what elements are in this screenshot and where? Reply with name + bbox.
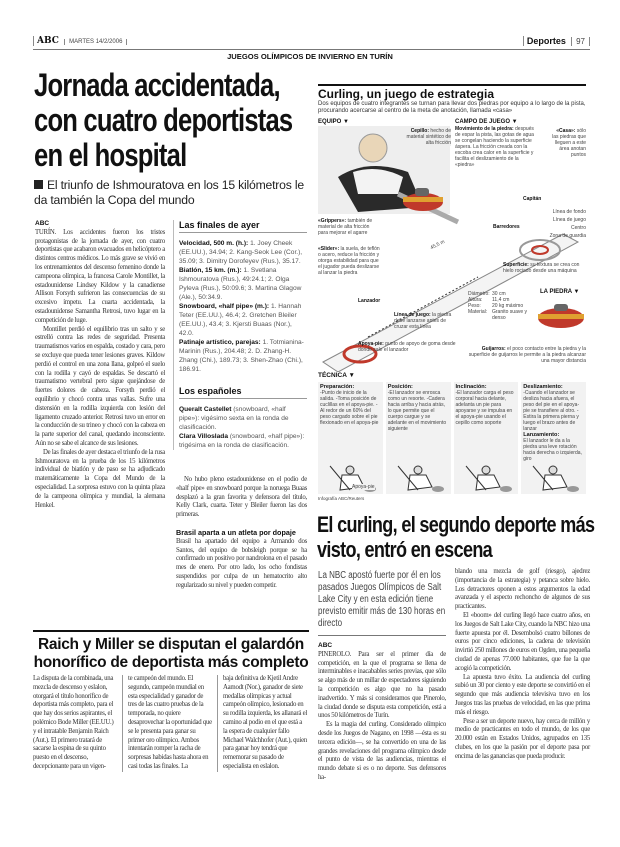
step-title: Posición: <box>387 384 413 390</box>
event-name: Biatlón, 15 km. (m.): <box>179 267 242 274</box>
athlete-result: (snowboard, «half pipe»): vigésimo sexta en la ronda de clasificación. <box>179 406 289 431</box>
step-title: Inclinación: <box>455 384 487 390</box>
curling-infographic <box>318 84 586 504</box>
spec-key: Diámetro: <box>468 291 490 297</box>
spec-key: Altura: <box>468 297 483 303</box>
paragraph: Brasil ha apartado del equipo a Armando dos Santos, del equipo de bobsleigh porque se ha confirmado un positivo por nandrolona en el pasado mes de enero. Por otro lado, los ocho fondistas suspendidos por culpa de un hematocrito alto regularizado su nivel y pueden competir. <box>176 537 307 589</box>
finals-list <box>179 239 307 374</box>
spec-key: Peso: <box>468 303 481 309</box>
slider-note: «Slider»: la suela, de teflón o acero, reduce la fricción y otorga estabilidad para que el jugador pueda deslizarse al lanzar la piedra <box>318 246 380 276</box>
technique-step <box>318 382 383 494</box>
athlete-figure <box>456 464 516 492</box>
spec-value: 11,4 cm <box>492 297 510 303</box>
raich-headline: Raich y Miller se disputan el galardón honorífico de deportista más completo <box>33 636 309 671</box>
raich-col-1 <box>33 675 117 772</box>
linea-note: Línea de juego: la piedra debe lanzarse antes de cruzar esta línea <box>394 312 452 330</box>
technique-step <box>386 382 451 494</box>
paragraph: TURÍN. Los accidentes fueron los tristes protagonistas de la jornada de ayer, con cuatro deportistas que acabaron evacuados en helicóptero a distintos centros médicos. Lo más grave se vivió en los entrenamientos del descenso femenino donde la campeona olímpica, la francesa Carole Montillet, la estadounidense Lindsey Kildow y la canadiense Allison Forsyth sufrieron las consecuencias de su excesivo ímpetu. La cuarta accidentada, la estadounidense Samantha Retrosi, tuvo lugar en la competición de luge. <box>35 228 165 324</box>
subhead <box>34 178 314 208</box>
sheet-lines-labels <box>544 208 586 240</box>
sheet-line-label: Línea de juego <box>552 217 586 223</box>
column-divider <box>217 675 218 772</box>
casa-note: «Casa»: sólo las piedras que lleguen a este área anotan puntos <box>552 128 586 158</box>
event-result: 1. Hannah Teter (EE.UU.), 46.4; 2. Gretchen Bleiler (EE.UU.), 43.4; 3. Kjersti Buaas (Nor.), 42.0. <box>179 303 302 337</box>
paragraph: No hubo pleno estadounidense en el podio de «half pipe» en snowboard porque la noruega Buaas desplazó a la gran favorita y defensora del título, Kelly Clark, cuarta. Teter y Bleiler fueron las dos primeras. <box>176 476 307 519</box>
grippers-note: «Grippers»: también de material de alta fricción para mejorar el agarre <box>318 218 373 236</box>
paragraph: Es la magia del curling. Considerado olímpico desde los Juegos de Nagano, en 1998 —ésta es su tercera edición—, se ha convertido en una de las grandes revelaciones del programa olímpico desde el punto de vista de las audiencias, mientras el mundo debate si es o no deporte. Sus defensores ha- <box>318 721 446 781</box>
step-desc: -El lanzador carga el peso corporal hacia delante, adelanta un pie para apoyarse y se impulsa en el apoya-pie usando el cepillo como soporte <box>455 390 514 426</box>
doping-subtitle: Brasil aparta a un atleta por dopaje <box>176 527 296 537</box>
technique-steps <box>318 382 586 494</box>
infographic-intro: Dos equipos de cuatro integrantes se turnan para llevar dos piedras por equipo a lo largo de la pista, procurando acercarse al centro de la meta de anotación, llamada «casa» <box>318 101 586 114</box>
event-name: Snowboard, «half pipe» (m.): <box>179 303 270 310</box>
issue-date: MARTES 14/2/2006 <box>64 39 127 45</box>
spec-key: Material: <box>468 309 488 315</box>
tecnica-label: TÉCNICA ▼ <box>318 372 355 379</box>
athlete-result: (snowboard, «half pipe»): trigésima en la ronda de clasificación. <box>179 433 305 449</box>
paragraph: La disputa de la combinada, una mezcla de descenso y eslalon, otorgará el título honorífico de deportista más completo, para el que hay dos serios aspirantes, el polémico Bode Miller (EE.UU.) y el intratable Benjamin Raich (Aut.). El primero tratará de sacarse la espina de su quinto puesto en el descenso, decepcionante para un vigen- <box>33 675 114 770</box>
curling-deck: La NBC apostó fuerte por él en los pasados Juegos Olímpicos de Salt Lake City y en esta edición tiene previsto emitir más de 130 horas en directo <box>318 570 446 629</box>
sheet-line-label: Línea de fondo <box>552 209 586 215</box>
superficie-note: Superficie: su textura se crea con hielo rociado desde una máquina <box>503 262 580 274</box>
guijarros-note: Guijarros: el poco contacto entre la piedra y la superficie de guijarros le permite a la piedra alcanzar una mayor distancia <box>468 346 586 364</box>
paragraph: te campeón del mundo. El segundo, campeón mundial en esta especialidad y ganador de tres de las cuatro pruebas de la temporada, no quiere desaprovechar la oportunidad que se le presenta para ganar su primer oro olímpico. Ambos intentarán romper la racha de sorpresas habidas hasta ahora en casi todas las finales. La <box>128 675 212 770</box>
spanish-list <box>179 405 307 450</box>
curling-col-2 <box>455 568 590 762</box>
spanish-title: Los españoles <box>179 386 307 399</box>
spanish-result <box>179 432 307 450</box>
raich-miller-box <box>33 630 309 772</box>
apoya-note: Apoya-pie: punto de apoyo de goma desde donde sale el lanzador <box>358 341 456 353</box>
athlete-name: Clara Villoslada <box>179 433 228 440</box>
main-article-body <box>35 220 165 510</box>
second-column-body <box>176 476 307 591</box>
event-result: 1. Totmianina-Marinin (Rus.), 204.48; 2. D. Zhang-H. Zhang (Chi.), 189.73; 3. Shen-Zhao (Chi.), 186.91. <box>179 339 304 373</box>
brand-logo: ABC <box>33 36 59 46</box>
spec-value: Granito suave y denso <box>492 309 528 321</box>
event-result: 1. Svetlana Ishmouratova (Rus.), 49:24.1; 2. Olga Pyleva (Rus.), 50:09.6; 3. Martina Glagow (Ale.), 50:34.9. <box>179 267 302 301</box>
paragraph: PINEROLO. Para ser el primer día de competición, en la que el programa se llena de interminables e inacabables series previas, que sólo se algo más de un millar de espectadores siguiendo la competición es algo que no ha pasado inadvertido. Y más si consideramos que Pinerolo, la ciudad donde se disputa esta competición, está a unos 50 kilómetros de Turín. <box>318 650 446 720</box>
cepillo-note: Cepillo: hecho de material sintético de alta fricción <box>406 128 451 146</box>
lanzador-label: Lanzador <box>358 298 381 304</box>
technique-step <box>454 382 519 494</box>
event-name: Patinaje artístico, parejas: <box>179 339 261 346</box>
section-kicker: JUEGOS OLÍMPICOS DE INVIERNO EN TURÍN <box>227 52 393 61</box>
spec-value: 30 cm <box>492 291 506 297</box>
athlete-figure <box>388 464 448 492</box>
technique-step <box>521 382 586 494</box>
barredores-label: Barredores <box>493 224 520 230</box>
finals-box <box>173 220 307 450</box>
page-title: Jornada accidentada, con cuatro deportistas en el hospital <box>34 67 293 173</box>
athlete-figure <box>523 464 583 492</box>
step-desc: -El lanzador se enrosca como un resorte. -Cadera hacia arriba y hacia atrás, lo que permite que el cuerpo cargue y se adelante en el movimiento siguiente <box>387 390 447 432</box>
spec-value: 20 kg máximo <box>492 303 524 309</box>
page-number: 97 <box>571 37 590 46</box>
step-title: Deslizamiento: <box>523 384 563 390</box>
stone-detail <box>536 302 586 330</box>
spec-row <box>468 309 530 321</box>
infographic-title: Curling, un juego de estrategia <box>318 87 495 101</box>
paragraph: Montillet perdió el equilibrio tras un salto y se estrelló contra las redes de seguridad. Presenta traumatismos varios en espalda, costado y cara, pero se excluye que pueda tener lesiones graves. Kildow perdió el control en una zona llana, golpeó el suelo con la rodilla y cayó de espaldas. Se descartó el traumatismo vertebral pero sigue quejándose de fuertes dolores de cabeza. Forsyth perdió el equilibrio y chocó contra unas vallas. Sufre una distensión en la rodilla izquierda con lesión del ligamento cruzado anterior. Retrosi tuvo un error en la conducción de su trineo y chocó con la cabeza en la parte superior del canal, quedando inconsciente. Aún no se sabe el alcance de sus lesiones. <box>35 325 165 447</box>
subhead-text: El triunfo de Ishmouratova en los 15 kilómetros le da también la Copa del mundo <box>34 178 304 207</box>
athlete-name: Queralt Castellet <box>179 406 232 413</box>
apoya-pie-label: Apoya-pie <box>352 484 375 490</box>
equipo-label: EQUIPO ▼ <box>318 119 349 125</box>
step-desc: -Punto de inicio de la salida. -Toma posición de cuclillas en el apoya-pie. -Al redor de un 60% del peso cargado sobre el pie flexionado en el apoya-pie <box>320 390 379 426</box>
length-label: 45,5 m <box>429 238 446 252</box>
event-name: Velocidad, 500 m. (h.): <box>179 240 249 247</box>
final-result <box>179 338 307 374</box>
capitan-label: Capitán <box>523 196 542 202</box>
step-title: Preparación: <box>320 384 355 390</box>
curling-headline: El curling, el segundo deporte más visto, entró en escena <box>317 512 595 562</box>
sheet-line-label: Zona de guardia <box>549 233 586 239</box>
masthead <box>33 36 127 46</box>
infographic-credit: Infografía ABC/Reuters <box>318 496 365 501</box>
curling-col-1 <box>318 642 446 783</box>
sheet-line-label: Centro <box>570 225 586 231</box>
paragraph: La apuesta tuvo éxito. La audiencia del curling subió un 30 por ciento y este deporte se convirtió en el segundo que más audiencia televisiva tuvo en los Juegos tras las pruebas de velocidad, en las que prima más el riesgo. <box>455 673 590 716</box>
piedra-label: LA PIEDRA ▼ <box>540 289 580 295</box>
paragraph: blando una mezcla de golf (riesgo), ajedrez (importancia de la estrategia) y petanca sobre hielo. Los detractores oponen a estos argumentos la edad avanzada y el aspecto rechoncho de algunos de sus practicantes. <box>455 568 590 611</box>
header-rule <box>33 49 590 50</box>
final-result <box>179 239 307 266</box>
step-desc: -Cuando el lanzador se desliza hacia afuera, el peso del pie en el apoya-pie se transfiere al otro. -Estira la primera pierna y luego el brazo antes de lanzar <box>523 390 580 432</box>
final-result <box>179 266 307 302</box>
campo-label: CAMPO DE JUEGO ▼ <box>455 119 518 125</box>
movement-note: Movimiento de la piedra: después de espar la pista, las gotas de agua se congelan haciendo la superficie áspera. La fricción creada con la escoba crea calor en la superficie y facilita el deslizamiento de la «piedra» <box>455 126 534 168</box>
paragraph: Pese a ser un deporte nuevo, hay cerca de millón y medio de practicantes en todo el mundo, de los que 20.000 están en Estados Unidos, agrupados en 135 clubes, en los que la pasión por el deporte pasa por encima de las ganancias que pueda producir. <box>455 717 590 760</box>
column-divider <box>122 675 123 772</box>
curling-deck-wrap <box>318 570 446 636</box>
paragraph: El «boom» del curling llegó hace cuatro años, en los Juegos de Salt Lake City, cuando la NBC hizo una fuerte apuesta por él. Desembolsó cuatro billones de euros por cinco ediciones, la cadena de televisión invirtió 250 millones de euros en Ogden, una pequeña ciudad de apenas 77.000 habitantes, que fue la que acogió la competición. <box>455 611 590 672</box>
event-result: 1. Joey Cheek (EE.UU.), 34.94; 2. Kang-Seok Lee (Cor.), 35.09; 3. Dimitry Dorofeyev (Rus.), 35.17. <box>179 240 303 265</box>
raich-col-3 <box>223 675 307 772</box>
step-title: Lanzamiento: <box>523 432 560 438</box>
final-result <box>179 302 307 338</box>
stone-specs <box>468 291 530 321</box>
section-label <box>523 36 590 46</box>
paragraph: De las finales de ayer destaca el triunfo de la rusa Ishmouratova en la prueba de los 15 kilómetros individual de biatlón y de paso se ha adjudicado matemáticamente la Copa del Mundo de la especialidad. La sorpresa estuvo con la quinta plaza de la campeona olímpica y mundial, la alemana Henkel. <box>35 448 165 509</box>
byline: ABC <box>318 642 333 649</box>
step-desc: El lanzador le da a la piedra una leve rotación hacia derecha o izquierda, giro <box>523 438 582 462</box>
curling-left-column <box>318 570 446 783</box>
byline: ABC <box>35 220 50 227</box>
raich-col-2 <box>128 675 212 772</box>
finals-title: Las finales de ayer <box>179 220 307 233</box>
spanish-result <box>179 405 307 432</box>
bullet-square-icon <box>34 180 43 189</box>
paragraph: baja definitiva de Kjetil Andre Aamodt (Nor.), ganador de siete medallas olímpicas y actual campeón olímpico, lesionado en su rodilla izquierda, les allanará el camino al podio en el que está a la espera de cualquier fallo Michael Walchhofer (Aut.), quien para ganar hoy tendrá que rememorar su pasado de especialista en eslalon. <box>223 675 307 770</box>
section-name: Deportes <box>523 36 566 46</box>
